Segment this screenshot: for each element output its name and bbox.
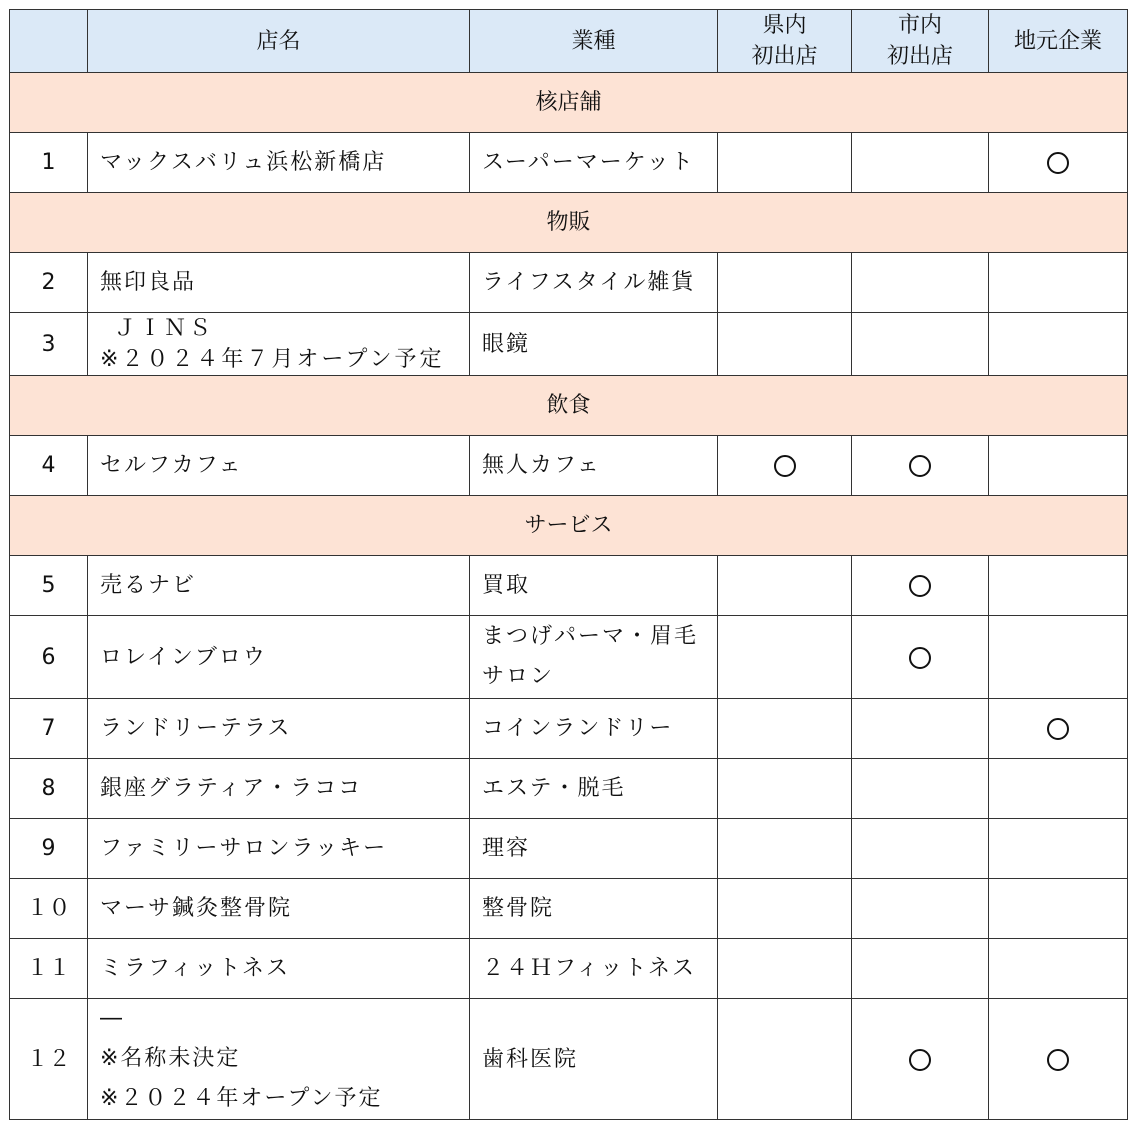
local-company-cell [989,999,1128,1120]
store-name: ランドリーテラス [88,699,470,759]
business-type: 歯科医院 [470,999,718,1120]
city-first-cell [852,879,989,939]
store-name: ロレインブロウ [88,616,470,699]
category-row-anchor [10,73,1128,133]
row-number: 8 [10,759,88,819]
local-company-cell [989,313,1128,376]
store-name: ― ※名称未決定 ※２０２４年オープン予定 [88,999,470,1120]
category-row-retail [10,193,1128,253]
local-company-cell [989,759,1128,819]
store-name: ミラフィットネス [88,939,470,999]
header-store-name: 店名 [88,10,470,73]
table-row [10,699,1128,759]
prefecture-first-cell [718,819,852,879]
prefecture-first-cell [718,616,852,699]
row-number: 7 [10,699,88,759]
row-number: 2 [10,253,88,313]
table-row [10,939,1128,999]
row-number: 1 [10,133,88,193]
city-first-cell [852,699,989,759]
prefecture-first-cell [718,879,852,939]
table-row [10,999,1128,1120]
prefecture-first-cell [718,133,852,193]
business-type: 理容 [470,819,718,879]
business-type: コインランドリー [470,699,718,759]
city-first-cell [852,253,989,313]
header-no [10,10,88,73]
store-name: ファミリーサロンラッキー [88,819,470,879]
table-row [10,556,1128,616]
category-row-service [10,496,1128,556]
table-row [10,436,1128,496]
circle-mark-icon [909,455,931,477]
local-company-cell [989,879,1128,939]
category-label: サービス [10,496,1128,556]
prefecture-first-cell [718,436,852,496]
local-company-cell [989,253,1128,313]
store-name: 銀座グラティア・ラココ [88,759,470,819]
business-type: 整骨院 [470,879,718,939]
store-name: セルフカフェ [88,436,470,496]
circle-mark-icon [909,575,931,597]
store-name: ＪＩＮＳ ※２０２４年７月オープン予定 [88,313,470,376]
table-row [10,879,1128,939]
header-business-type: 業種 [470,10,718,73]
city-first-cell [852,819,989,879]
circle-mark-icon [1047,718,1069,740]
table-row [10,759,1128,819]
business-type: 買取 [470,556,718,616]
city-first-cell [852,313,989,376]
store-name: マックスバリュ浜松新橋店 [88,133,470,193]
local-company-cell [989,699,1128,759]
circle-mark-icon [909,647,931,669]
business-type: スーパーマーケット [470,133,718,193]
table-row [10,133,1128,193]
store-name: 売るナビ [88,556,470,616]
row-number: 5 [10,556,88,616]
category-row-food [10,376,1128,436]
local-company-cell [989,436,1128,496]
business-type: 眼鏡 [470,313,718,376]
local-company-cell [989,819,1128,879]
city-first-cell [852,759,989,819]
header-local-company: 地元企業 [989,10,1128,73]
row-number: 4 [10,436,88,496]
business-type: エステ・脱毛 [470,759,718,819]
table-row [10,616,1128,699]
local-company-cell [989,133,1128,193]
header-prefecture-first: 県内 初出店 [718,10,852,73]
local-company-cell [989,616,1128,699]
prefecture-first-cell [718,999,852,1120]
row-number: 3 [10,313,88,376]
category-label: 核店舗 [10,73,1128,133]
local-company-cell [989,556,1128,616]
city-first-cell [852,133,989,193]
prefecture-first-cell [718,556,852,616]
table-row [10,313,1128,376]
city-first-cell [852,436,989,496]
city-first-cell [852,616,989,699]
header-row [10,10,1128,73]
prefecture-first-cell [718,939,852,999]
prefecture-first-cell [718,253,852,313]
category-label: 物販 [10,193,1128,253]
business-type: 無人カフェ [470,436,718,496]
business-type: ライフスタイル雑貨 [470,253,718,313]
prefecture-first-cell [718,313,852,376]
city-first-cell [852,939,989,999]
table-row [10,819,1128,879]
table-row [10,253,1128,313]
category-label: 飲食 [10,376,1128,436]
circle-mark-icon [774,455,796,477]
store-list-table [9,9,1128,1120]
store-name: マーサ鍼灸整骨院 [88,879,470,939]
city-first-cell [852,999,989,1120]
header-city-first: 市内 初出店 [852,10,989,73]
row-number: １０ [10,879,88,939]
row-number: 9 [10,819,88,879]
business-type: まつげパーマ・眉毛 サロン [470,616,718,699]
store-name: 無印良品 [88,253,470,313]
city-first-cell [852,556,989,616]
circle-mark-icon [909,1049,931,1071]
row-number: １１ [10,939,88,999]
row-number: 6 [10,616,88,699]
business-type: ２４Ｈフィットネス [470,939,718,999]
prefecture-first-cell [718,699,852,759]
row-number: １２ [10,999,88,1120]
local-company-cell [989,939,1128,999]
circle-mark-icon [1047,152,1069,174]
prefecture-first-cell [718,759,852,819]
circle-mark-icon [1047,1049,1069,1071]
